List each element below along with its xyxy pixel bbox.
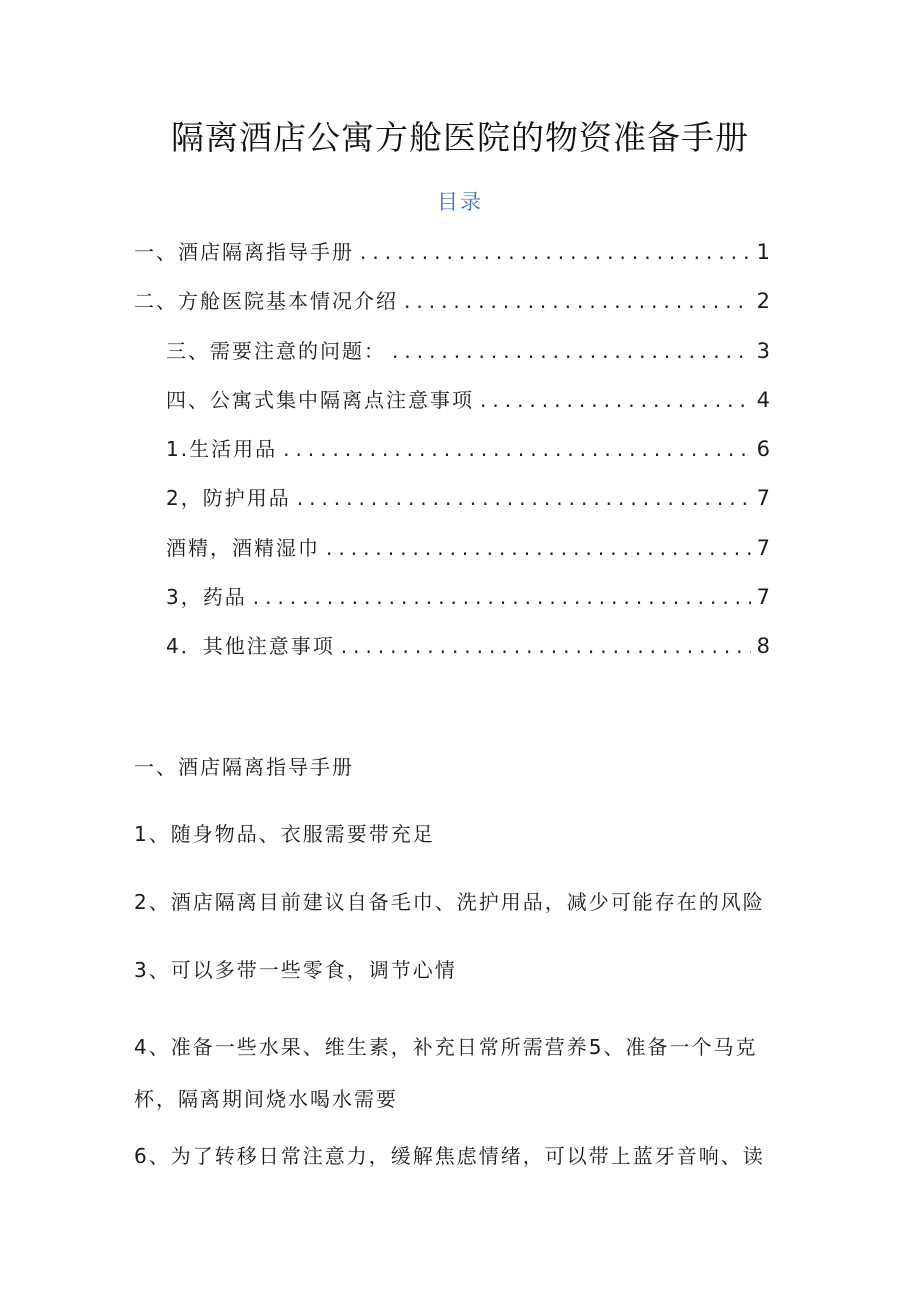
document-title: 隔离酒店公寓方舱医院的物资准备手册 [171,118,749,157]
toc-leader-dots [341,634,751,658]
toc-page-number: 3 [756,339,770,363]
toc-page-number: 6 [756,437,770,461]
body-paragraph: 3、可以多带一些零食，调节心情 [134,958,457,982]
toc-page-number: 8 [756,634,770,658]
toc-leader-dots [283,437,751,461]
toc-page-number: 4 [756,388,770,412]
toc-leader-dots [404,289,751,313]
toc-entry[interactable] [134,285,770,315]
toc-entry[interactable] [166,384,770,414]
body-paragraph: 1、随身物品、衣服需要带充足 [134,822,435,846]
toc-leader-dots [360,240,751,264]
toc-page-number: 7 [756,585,770,609]
toc-page-number: 7 [756,486,770,510]
toc-entry-label: 一、酒店隔离指导手册 [134,240,354,264]
toc-entry[interactable] [134,236,770,266]
toc-leader-dots [297,486,751,510]
toc-entry[interactable] [166,433,770,463]
toc-leader-dots [326,536,751,560]
toc-entry[interactable] [166,482,770,512]
section-heading: 一、酒店隔离指导手册 [134,755,354,779]
toc-heading: 目录 [437,190,483,214]
toc-entry-label: 3，药品 [166,585,247,609]
toc-page-number: 1 [756,240,770,264]
toc-entry[interactable] [166,532,770,562]
toc-entry-label: 三、需要注意的问题： [166,339,386,363]
toc-leader-dots [253,585,751,609]
toc-entry-label: 酒精，酒精湿巾 [166,536,320,560]
toc-leader-dots [392,339,751,363]
toc-entry-label: 四、公寓式集中隔离点注意事项 [166,388,474,412]
toc-entry[interactable] [166,335,770,365]
toc-entry-label: 4．其他注意事项 [166,634,335,658]
body-paragraph: 6、为了转移日常注意力，缓解焦虑情绪，可以带上蓝牙音响、读 [134,1144,765,1168]
toc-entry-label: 二、方舱医院基本情况介绍 [134,289,398,313]
toc-entry[interactable] [166,630,770,660]
body-paragraph: 2、酒店隔离目前建议自备毛巾、洗护用品，减少可能存在的风险 [134,890,765,914]
toc-entry-label: 2，防护用品 [166,486,291,510]
toc-page-number: 2 [756,289,770,313]
toc-entry-label: 1.生活用品 [166,437,278,461]
body-paragraph: 4、准备一些水果、维生素，补充日常所需营养5、准备一个马克杯，隔离期间烧水喝水需要 [134,1035,758,1111]
toc-entry[interactable] [166,581,770,611]
toc-leader-dots [480,388,751,412]
toc-page-number: 7 [756,536,770,560]
